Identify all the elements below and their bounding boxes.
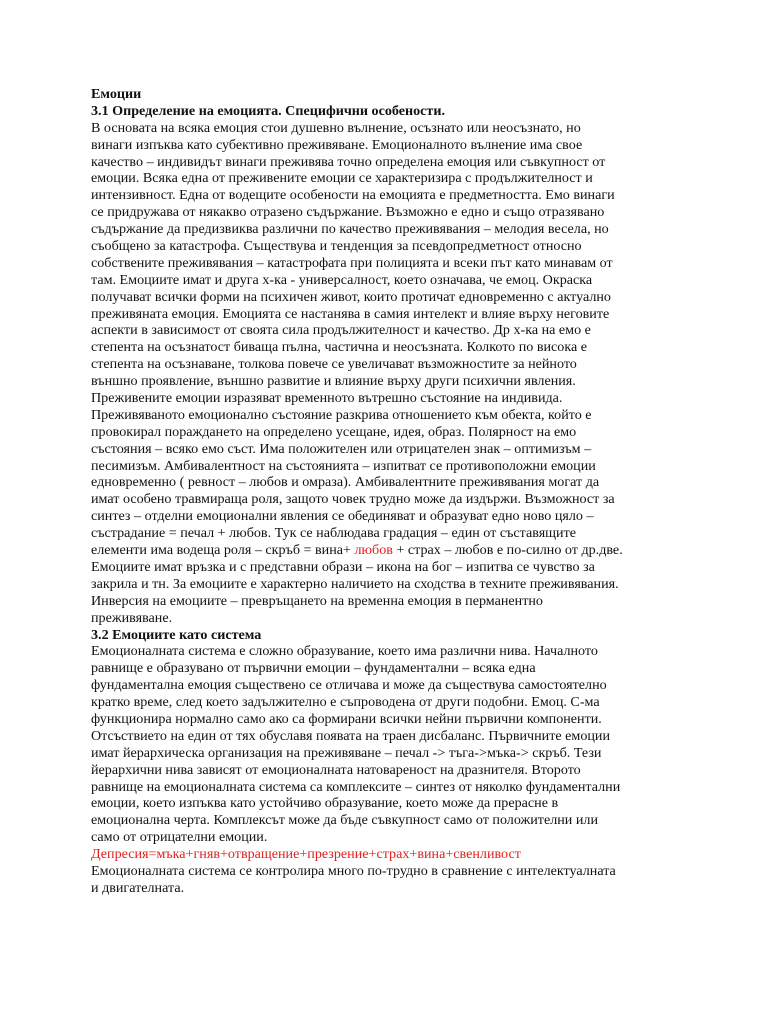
- section-1-heading: 3.1 Определение на емоцията. Специфични особености.: [91, 102, 445, 119]
- section-2-closing: [91, 863, 691, 897]
- text-line: емоции. Всяка една от преживените емоции се характеризира с продължителност и: [91, 170, 593, 187]
- text-line: само от отрицателни емоции.: [91, 829, 268, 846]
- text-line: В основата на всяка емоция стои душевно вълнение, осъзнато или неосъзнато, но: [91, 119, 581, 136]
- text-line: закрила и тн. За емоциите е характерно наличието на сходства в техните преживявания.: [91, 575, 619, 592]
- text-line: Емоционалната система е сложно образувание, което има различни нива. Началното: [91, 643, 598, 660]
- text-line: винаги изпъква като субективно преживяване. Емоционалното вълнение има свое: [91, 136, 583, 153]
- text-line: външно проявление, външно развитие и влияние върху други психични явления.: [91, 373, 576, 390]
- text-line: интензивност. Една от водещите особености на емоцията е предметността. Емо винаги: [91, 187, 615, 204]
- text-line: равнище на емоционалната система са комплексите – синтез от няколко фундаментални: [91, 778, 621, 795]
- text-line: качество – индивидът винаги преживява точно определена емоция или съвкупност от: [91, 153, 606, 170]
- text-line: преживяната емоция. Емоцията се настанява в самия интелект и влияе върху неговите: [91, 305, 610, 322]
- text-line: се придружава от някакво отразено съдържание. Възможно е едно и също отразявано: [91, 204, 605, 221]
- section-1-body-continued: [91, 559, 691, 627]
- text-line: степента на осъзнаване, толкова повече се увеличават възможностите за нейното: [91, 356, 577, 373]
- text-line: фундаментална емоция съществено се отличава и може да съществува самостоятелно: [91, 677, 607, 694]
- text-line: Инверсия на емоциите – превръщането на временна емоция в перманентно: [91, 592, 543, 609]
- section-2-heading: 3.2 Емоциите като система: [91, 626, 262, 643]
- text-line: провокирал пораждането на определено усещане, идея, образ. Полярност на емо: [91, 423, 577, 440]
- mixed-line-after: + страх – любов е по-силно от др.две.: [392, 542, 623, 559]
- text-line: имат особено травмираща роля, защото човек трудно може да издържи. Възможност за: [91, 491, 615, 508]
- mixed-line: [91, 542, 691, 559]
- text-line: собствените преживявания – катастрофата при полицията и всеки път като минавам от: [91, 254, 613, 271]
- text-line: емоции, което изпъква като устойчиво образувание, което може да прерасне в: [91, 795, 559, 812]
- mixed-line-before: елементи има водеща роля – скръб = вина+: [91, 542, 355, 559]
- section-1-body: [91, 120, 691, 542]
- text-line: Преживените емоции изразяват временното вътрешно състояние на индивида.: [91, 390, 563, 407]
- text-line: и двигателната.: [91, 879, 185, 896]
- text-line: равнище е образувано от първични емоции – фундаментални – всяка една: [91, 660, 536, 677]
- text-line: кратко време, след което задължително е съпроводена от други подобни. Емоц. С-ма: [91, 694, 600, 711]
- text-line: емоционална черта. Комплексът може да бъде съвкупност само от положителни или: [91, 812, 598, 829]
- text-line: имат йерархическа организация на преживяване – печал -> тъга->мъка-> скръб. Тези: [91, 744, 602, 761]
- text-line: Емоциите имат връзка и с представни образи – икона на бог – изпитва се чувство за: [91, 558, 595, 575]
- text-line: йерархични нива зависят от емоционалната натовареност на дразнителя. Второто: [91, 761, 581, 778]
- text-line: преживяване.: [91, 609, 173, 626]
- text-line: едновременно ( ревност – любов и омраза). Амбивалентните преживявания могат да: [91, 474, 600, 491]
- text-line: Емоционалната система се контролира много по-трудно в сравнение с интелектуалната: [91, 862, 616, 879]
- text-line: функционира нормално само ако са формирани всички нейни първични компоненти.: [91, 710, 602, 727]
- text-line: аспекти в зависимост от своята сила продължителност и качество. Др х-ка на емо е: [91, 322, 591, 339]
- text-line: степента на осъзнатост биваща пълна, частична и неосъзната. Колкото по висока е: [91, 339, 588, 356]
- text-line: получават всички форми на психичен живот, които протичат едновременно с актуално: [91, 288, 611, 305]
- text-line: съдържание да предизвиква различни по качество преживявания – мелодия весела, но: [91, 221, 609, 238]
- text-line: синтез – отделни емоционални явления се обединяват и образуват едно ново цяло –: [91, 508, 594, 525]
- document-page: [91, 86, 691, 897]
- text-line: там. Емоциите имат и друга х-ка - универсалност, което означава, че емоц. Окраска: [91, 271, 593, 288]
- depression-formula: Депресия=мъка+гняв+отвращение+презрение+страх+вина+свенливост: [91, 846, 521, 863]
- text-line: състояния – всяко емо съст. Има положителен или отрицателен знак – оптимизъм –: [91, 440, 592, 457]
- document-title: Емоции: [91, 86, 142, 102]
- text-line: състрадание = печал + любов. Тук се наблюдава градация – един от съставящите: [91, 525, 576, 542]
- text-line: Преживяваното емоционално състояние разкрива отношението към обекта, който е: [91, 406, 592, 423]
- text-line: съобщено за катастрофа. Съществува и тенденция за псевдопредметност относно: [91, 238, 582, 255]
- text-line: Отсъствието на един от тях обуславя появата на траен дисбаланс. Първичните емоции: [91, 727, 610, 744]
- text-line: песимизъм. Амбивалентност на състоянията – изпитват се противоположни емоции: [91, 457, 596, 474]
- section-2-body: [91, 643, 691, 846]
- highlight-word: любов: [354, 542, 393, 559]
